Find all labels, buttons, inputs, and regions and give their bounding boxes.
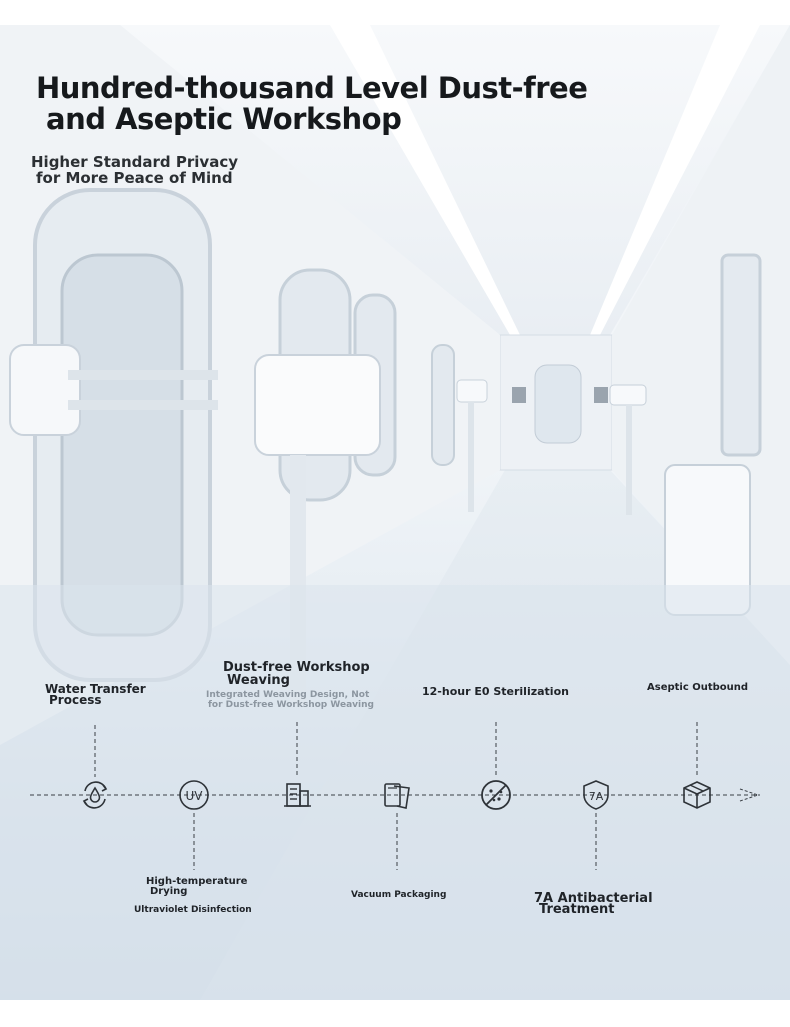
- sterilization-icon: [479, 778, 513, 812]
- page-subtitle: [31, 154, 331, 186]
- subtitle-line-2: for More Peace of Mind: [36, 169, 233, 187]
- packaging-bags-icon: [380, 778, 414, 812]
- label-high-temperature-drying: High-temperature Drying: [146, 876, 248, 897]
- page-title: [36, 73, 636, 135]
- label-dust-free-workshop-weaving: Dust-free Workshop Weaving: [223, 660, 370, 688]
- title-line-1: Hundred-thousand Level Dust-free: [36, 71, 588, 105]
- label-aseptic-outbound: Aseptic Outbound: [647, 682, 749, 693]
- subtitle-line-1: Higher Standard Privacy: [31, 153, 238, 171]
- label-12-hour-e0-sterilization: 12-hour E0 Sterilization: [422, 685, 569, 698]
- label-ultraviolet-disinfection: Ultraviolet Disinfection: [134, 905, 252, 915]
- water-drop-cycle-icon: [78, 778, 112, 812]
- building-icon: [280, 778, 314, 812]
- box-icon: [680, 778, 714, 812]
- label-7a-antibacterial-treatment: 7A Antibacterial Treatment: [534, 891, 653, 917]
- uv-icon: [177, 778, 211, 812]
- shield-7a-icon: [579, 778, 613, 812]
- note-integrated-weaving-design: Integrated Weaving Design, Not for Dust-free Workshop Weaving: [206, 690, 374, 710]
- svg-text:7A: 7A: [588, 790, 604, 803]
- label-vacuum-packaging: Vacuum Packaging: [351, 890, 447, 900]
- svg-text:UV: UV: [185, 789, 203, 803]
- label-water-transfer-process: Water Transfer Process: [45, 682, 146, 707]
- title-line-2: and Aseptic Workshop: [46, 102, 402, 136]
